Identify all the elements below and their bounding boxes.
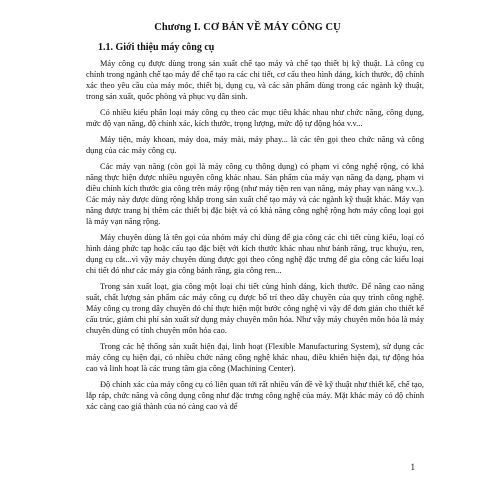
section-title: 1.1. Giới thiệu máy công cụ	[98, 42, 215, 53]
paragraph: Máy tiện, máy khoan, máy doa, máy mài, máy phay... là các tên gọi theo chức năng và công dụng của các máy công cụ.	[86, 134, 424, 155]
paragraph: Độ chính xác của máy công cụ có liên quan tới rất nhiều vấn đề về kỹ thuật như thiết kế, chế tạo, lắp ráp, chức năng và công dụng công như đặc trưng công nghệ của máy. Mặt khác máy có độ chính xác càng cao giá thành của nó càng cao và để	[86, 379, 424, 411]
paragraph: Máy công cụ được dùng trong sản xuất chế tạo máy và chế tạo thiết bị kỹ thuật. Là công cụ chính trong ngành chế tạo máy để chế tạo ra các chi tiết, cơ cấu theo hình dáng, kích thước, độ chính xác theo yêu cầu của máy móc, thiết bị, dụng cụ, và các sản phẩm dùng trong các ngành kỹ thuật, trong sản xuất, quốc phòng và phục vụ dân sinh.	[86, 59, 424, 102]
paragraph: Trong sản xuất loạt, gia công một loại chi tiết cùng hình dáng, kích thước. Để nâng cao năng suất, chất lượng sản phẩm các máy công cụ được bố trí theo dây chuyền của quy trình công nghệ. Máy công cụ trong dây chuyền đó chỉ thực hiện một bước công nghệ vì vậy để đơn giản cho thiết kế cấu trúc, giảm chi phí sản xuất sử dụng máy chuyên môn hóa. Như vậy máy chuyên môn hóa là máy chuyên dùng có tính chuyên môn hóa cao.	[86, 281, 424, 336]
paragraph: Có nhiều kiểu phân loại máy công cụ theo các mục tiêu khác nhau như chức năng, công dụng, mức độ vạn năng, độ chính xác, kích thước, trọng lượng, mức độ tự động hóa v.v...	[86, 107, 424, 129]
chapter-title: Chương I. CƠ BẢN VỀ MÁY CÔNG CỤ	[154, 22, 341, 33]
paragraph: Máy chuyên dùng là tên gọi của nhóm máy chỉ dùng để gia công các chi tiết cùng kiểu, loại có hình dáng phức tạp hoặc cấu tạo đặc biệt với kích thước khác nhau như bánh răng, trục khuỷu, ren, dụng cụ cắt...vì vậy máy chuyên dùng được gọi theo công nghệ đặc trưng để gia công các kiểu loại chi tiết đó như các máy gia công bánh răng, gia công ren...	[86, 232, 424, 275]
page-number: 1	[410, 462, 415, 472]
body-text	[86, 58, 424, 416]
paragraph: Trong các hệ thống sản xuất hiện đại, linh hoạt (Flexible Manufacturing System), sử dụng các máy công cụ hiện đại, có nhiều chức năng công nghệ khác nhau, điều khiển hiện đại, tự động hóa cao và linh hoạt là các trung tâm gia công (Machining Center).	[86, 341, 424, 373]
paragraph: Các máy vạn năng (còn gọi là máy công cụ thông dụng) có phạm vi công nghệ rộng, có khả năng thực hiện được nhiều nguyên công khác nhau. Sản phẩm của máy vạn năng đa dạng, phạm vi điều chỉnh kích thước gia công trên máy rộng (như máy tiện ren vạn năng, máy phay vạn năng v.v..). Các máy này được dùng rộng khắp trong sản xuất chế tạo máy và các ngành kỹ thuật khác. Máy vạn năng được trang bị thêm các thiết bị đặc biệt và có khả năng công nghệ rộng hơn máy công loại gọi là máy vạn năng rộng.	[86, 161, 424, 226]
